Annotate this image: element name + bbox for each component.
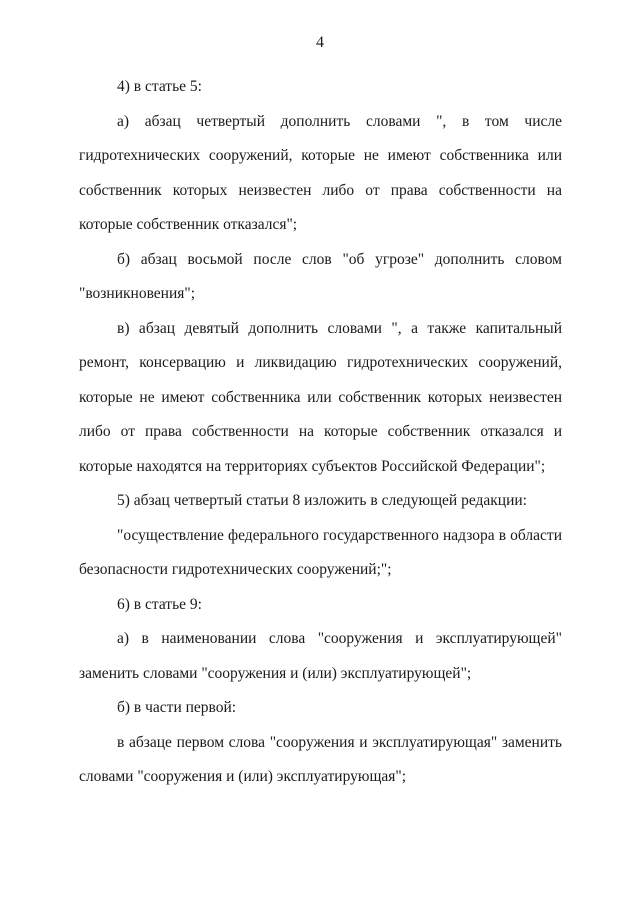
paragraph-item-a-fourth: а) абзац четвертый дополнить словами ", в том числе гидротехнических сооружений, которые не имеют собственника или собственник которых неизвестен либо от права собственности на которые собственник отказался"; [79,112,562,233]
document-body [79,70,562,795]
page-number: 4 [316,34,324,51]
paragraph-item-b-eighth: б) абзац восьмой после слов "об угрозе" дополнить словом "возникновения"; [79,250,562,302]
paragraph-first-abzac: в абзаце первом слова "сооружения и эксплуатирующая" заменить словами "сооружения и (или) эксплуатирующая"; [79,733,562,785]
paragraph-article-8: 5) абзац четвертый статьи 8 изложить в следующей редакции: [117,492,527,509]
paragraph-part-one-heading: б) в части первой: [117,699,237,716]
paragraph-item-v-ninth: в) абзац девятый дополнить словами ", а также капитальный ремонт, консервацию и ликвидацию гидротехнических сооружений, которые не имеют собственника или собственник которых неизвестен либо от права собственности на которые собственник отказался и которые находятся на территориях субъектов Российской Федерации"; [79,319,562,475]
paragraph-title-change: а) в наименовании слова "сооружения и эксплуатирующей" заменить словами "сооружения и (или) эксплуатирующей"; [79,630,562,682]
paragraph-new-wording: "осуществление федерального государственного надзора в области безопасности гидротехнических сооружений;"; [79,526,562,578]
paragraph-article-5-heading: 4) в статье 5: [117,78,202,95]
paragraph-article-9-heading: 6) в статье 9: [117,595,202,613]
